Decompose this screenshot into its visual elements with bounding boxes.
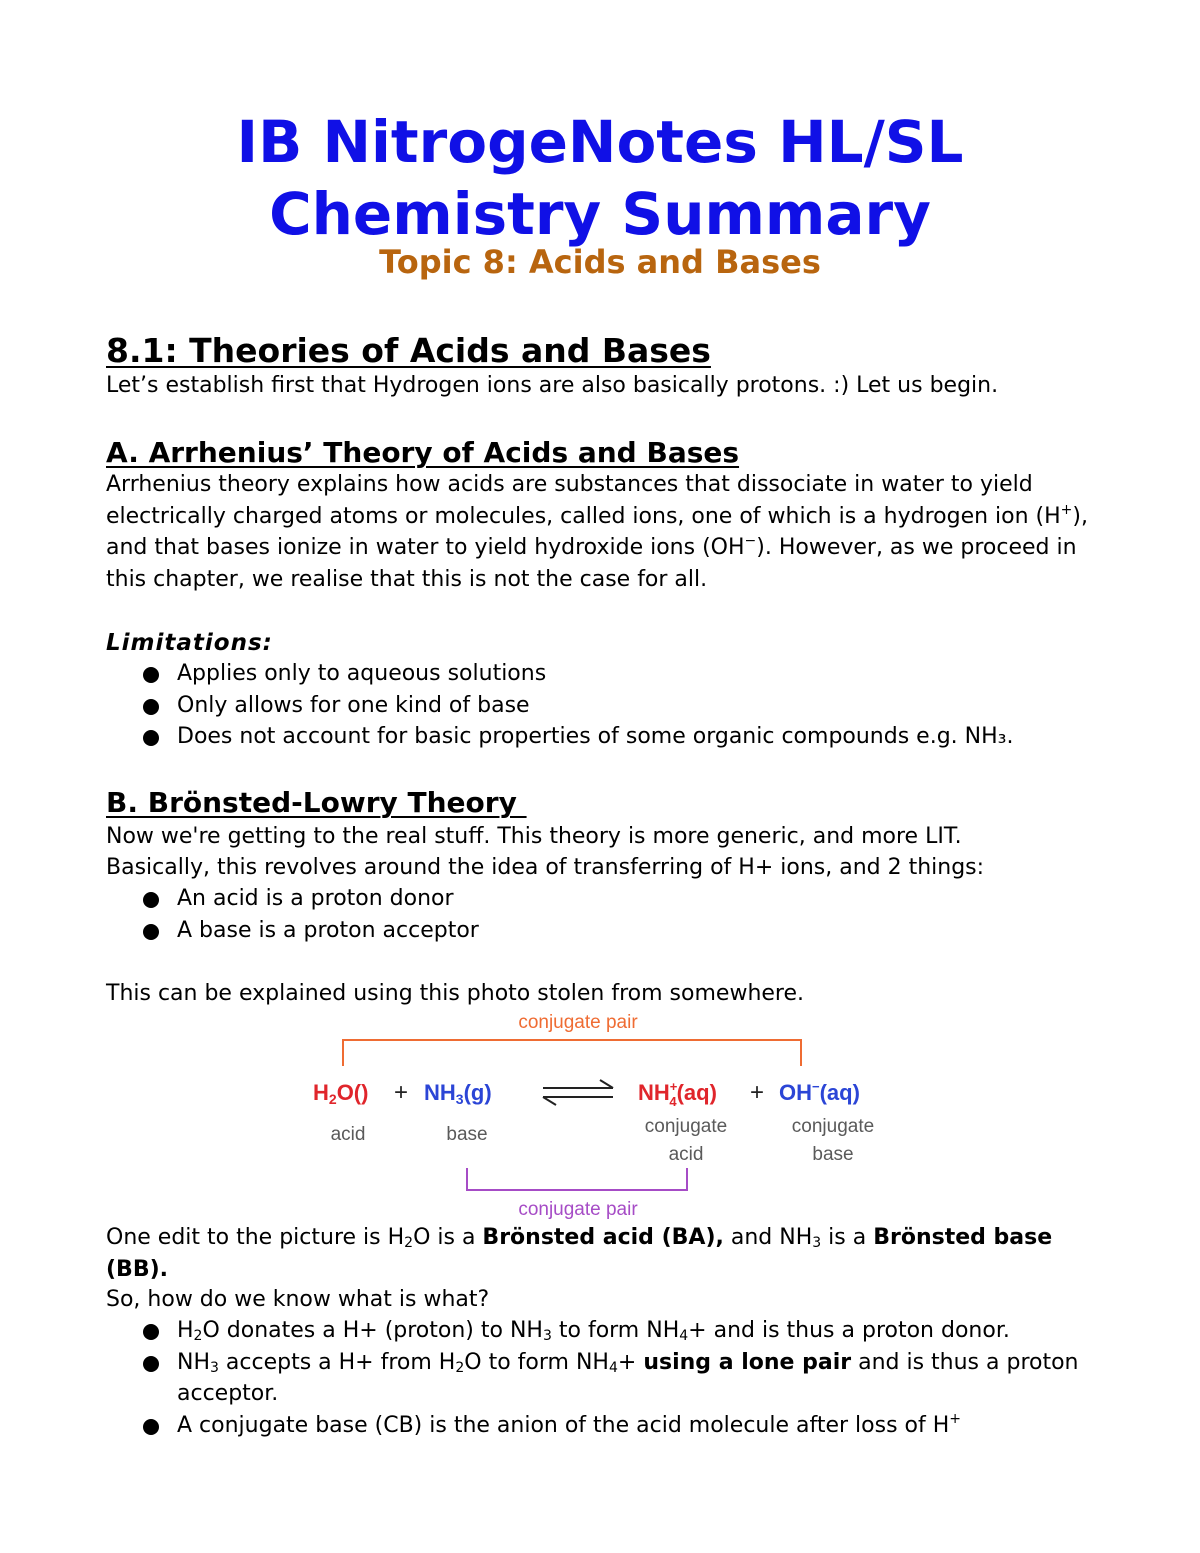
list-item: Applies only to aqueous solutions xyxy=(140,658,1100,690)
topic-subtitle: Topic 8: Acids and Bases xyxy=(379,243,821,281)
document-title xyxy=(0,106,1200,250)
title-line-1: IB NitrogeNotes HL/SL xyxy=(236,108,964,176)
conjugate-pair-diagram xyxy=(300,1008,900,1228)
equilibrium-arrows-icon xyxy=(543,1080,613,1105)
list-item: $H_2O$ donates a H+ (proton) to $NH_3$ to form $NH_4+$ and is thus a proton donor. xyxy=(140,1315,1100,1347)
arrhenius-heading: A. Arrhenius’ Theory of Acids and Bases xyxy=(106,436,740,469)
list-item: Does not account for basic properties of some organic compounds e.g. NH₃. xyxy=(140,721,1100,753)
plus-sign-2: + xyxy=(750,1079,765,1106)
list-item: A conjugate base (CB) is the anion of the acid molecule after loss of H+ xyxy=(140,1410,1100,1442)
list-item: An acid is a proton donor xyxy=(140,883,1100,915)
bottom-pair-label: conjugate pair xyxy=(518,1199,638,1220)
photo-intro: This can be explained using this photo stolen from somewhere. xyxy=(106,981,805,1006)
label-acid: acid xyxy=(330,1124,366,1145)
label-conjugate-acid-2: acid xyxy=(668,1144,704,1165)
label-conjugate-base-2: base xyxy=(812,1144,854,1165)
plus-sign: + xyxy=(394,1079,409,1106)
limitations-label: Limitations: xyxy=(106,630,273,656)
list-item: $NH_3$ accepts a H+ from $H_2O$ to form $NH_4+ using$ a lone pair and is thus a proton acceptor. xyxy=(140,1347,1100,1410)
bronsted-heading: B. Brönsted-Lowry Theory xyxy=(106,786,527,819)
list-item: Only allows for one kind of base xyxy=(140,690,1100,722)
label-base: base xyxy=(446,1124,488,1145)
title-line-2: Chemistry Summary xyxy=(269,180,931,248)
limitations-list xyxy=(140,658,1100,753)
section-intro: Let’s establish first that Hydrogen ions are also basically protons. :) Let us begin. xyxy=(106,373,999,398)
bronsted-intro-line-1: Now we're getting to the real stuff. This theory is more generic, and more LIT. xyxy=(106,824,962,849)
top-conjugate-bracket xyxy=(343,1040,801,1066)
bronsted-points xyxy=(140,883,1100,946)
species-oh: OH−(aq) xyxy=(779,1079,860,1105)
top-pair-label: conjugate pair xyxy=(518,1012,638,1033)
species-nh3: NH3(g) xyxy=(424,1080,492,1107)
species-h2o: H2O() xyxy=(313,1080,369,1107)
label-conjugate-base-1: conjugate xyxy=(791,1116,875,1137)
list-item: A base is a proton acceptor xyxy=(140,915,1100,947)
species-nh4: NH+ 4(aq) xyxy=(638,1079,717,1109)
explanation-list xyxy=(140,1315,1100,1441)
section-heading-8-1: 8.1: Theories of Acids and Bases xyxy=(106,331,711,370)
edit-note: One edit to the picture is $H_2O$ is a Brönsted acid (BA), and $NH_3$ is a Brönsted base (BB). xyxy=(106,1225,1053,1282)
bronsted-intro-line-2: Basically, this revolves around the idea of transferring of H+ ions, and 2 things: xyxy=(106,855,985,880)
arrhenius-paragraph: Arrhenius theory explains how acids are substances that dissociate in water to yield electrically charged atoms or molecules, called ions, one of which is a hydrogen ion (H+), and that bases ionize in water to yield hydroxide ions (OH−). However, as we proceed in this chapter, we realise that this is not the case for all. xyxy=(106,472,1088,592)
question-line: So, how do we know what is what? xyxy=(106,1287,490,1312)
label-conjugate-acid-1: conjugate xyxy=(644,1116,728,1137)
bottom-conjugate-bracket xyxy=(467,1168,687,1190)
